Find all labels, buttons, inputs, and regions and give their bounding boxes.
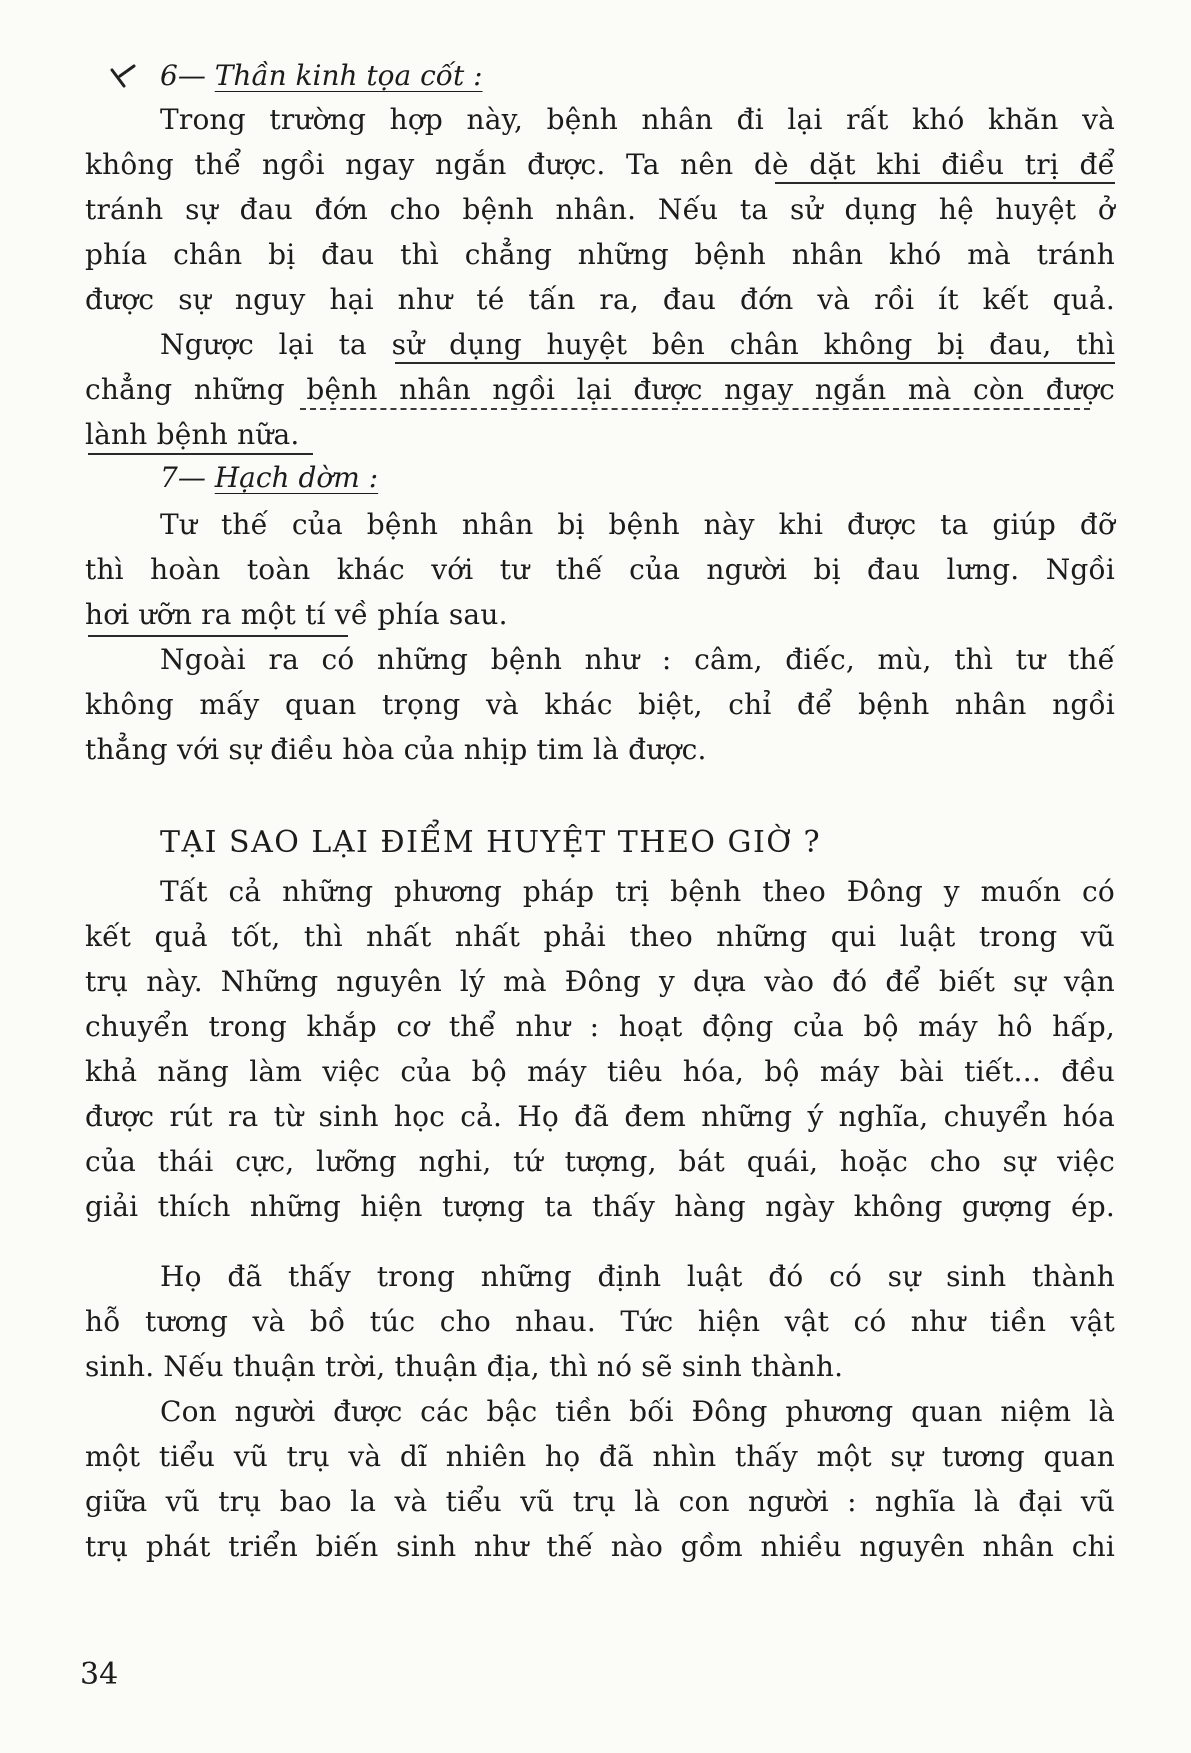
pen-underline xyxy=(300,408,1090,410)
paragraph-line: sinh. Nếu thuận trời, thuận địa, thì nó sẽ sinh thành. xyxy=(85,1350,844,1383)
paragraph-line: kết quả tốt, thì nhất nhất phải theo những qui luật trong vũ xyxy=(85,920,1115,953)
paragraph-line: lành bệnh nữa. xyxy=(85,418,300,451)
paragraph-line: hỗ tương và bồ túc cho nhau. Tức hiện vật có như tiền vật xyxy=(85,1305,1115,1338)
paragraph-line: không mấy quan trọng và khác biệt, chỉ để bệnh nhân ngồi xyxy=(85,688,1115,721)
section-6-title: Thần kinh tọa cốt : xyxy=(214,59,483,92)
section-6-heading xyxy=(160,56,483,96)
paragraph-line: của thái cực, lưỡng nghi, tứ tượng, bát quái, hoặc cho sự việc xyxy=(85,1145,1115,1178)
section-title: TẠI SAO LẠI ĐIỂM HUYỆT THEO GIỜ ? xyxy=(160,825,822,860)
paragraph-line: thì hoàn toàn khác với tư thế của người bị đau lưng. Ngồi xyxy=(85,553,1115,586)
paragraph-line: trụ này. Những nguyên lý mà Đông y dựa vào đó để biết sự vận xyxy=(85,965,1115,998)
paragraph-line: chuyển trong khắp cơ thể như : hoạt động của bộ máy hô hấp, xyxy=(85,1010,1115,1043)
paragraph-line: Tất cả những phương pháp trị bệnh theo Đông y muốn có xyxy=(160,875,1115,908)
pen-underline xyxy=(775,182,1115,184)
paragraph-line: Họ đã thấy trong những định luật đó có sự sinh thành xyxy=(160,1260,1115,1293)
paragraph-line: giữa vũ trụ bao la và tiểu vũ trụ là con người : nghĩa là đại vũ xyxy=(85,1485,1115,1518)
pen-underline xyxy=(88,453,313,455)
pen-underline xyxy=(395,362,1115,364)
paragraph-line: một tiểu vũ trụ và dĩ nhiên họ đã nhìn thấy một sự tương quan xyxy=(85,1440,1115,1473)
paragraph-line: hơi ưỡn ra một tí về phía sau. xyxy=(85,598,508,631)
section-6-number: 6— xyxy=(160,59,206,92)
page-number: 34 xyxy=(80,1657,119,1692)
paragraph-line: trụ phát triển biến sinh như thế nào gồm nhiều nguyên nhân chi xyxy=(85,1530,1115,1563)
paragraph-line: không thể ngồi ngay ngắn được. Ta nên dè dặt khi điều trị để xyxy=(85,148,1115,181)
paragraph-line: Ngoài ra có những bệnh như : câm, điếc, mù, thì tư thế xyxy=(160,643,1115,676)
paragraph-line: giải thích những hiện tượng ta thấy hàng ngày không gượng ép. xyxy=(85,1190,1115,1223)
paragraph-line: phía chân bị đau thì chẳng những bệnh nhân khó mà tránh xyxy=(85,238,1115,271)
section-7-number: 7— xyxy=(160,461,206,494)
paragraph-line: chẳng những bệnh nhân ngồi lại được ngay ngắn mà còn được xyxy=(85,373,1115,406)
paragraph-line: Trong trường hợp này, bệnh nhân đi lại rất khó khăn và xyxy=(160,103,1115,136)
paragraph-line: Con người được các bậc tiền bối Đông phương quan niệm là xyxy=(160,1395,1115,1428)
pen-underline xyxy=(88,635,348,637)
section-7-heading xyxy=(160,458,378,498)
paragraph-line: được rút ra từ sinh học cả. Họ đã đem những ý nghĩa, chuyển hóa xyxy=(85,1100,1115,1133)
paragraph-line: thẳng với sự điều hòa của nhịp tim là được. xyxy=(85,733,707,766)
paragraph-line: Ngược lại ta sử dụng huyệt bên chân không bị đau, thì xyxy=(160,328,1115,361)
paragraph-line: tránh sự đau đớn cho bệnh nhân. Nếu ta sử dụng hệ huyệt ở xyxy=(85,193,1115,226)
pen-check-mark xyxy=(110,62,150,92)
section-7-title: Hạch dờm : xyxy=(214,461,379,494)
paragraph-line: Tư thế của bệnh nhân bị bệnh này khi được ta giúp đỡ xyxy=(160,508,1115,541)
paragraph-line: được sự nguy hại như té tấn ra, đau đớn và rồi ít kết quả. xyxy=(85,283,1115,316)
paragraph-line: khả năng làm việc của bộ máy tiêu hóa, bộ máy bài tiết... đều xyxy=(85,1055,1115,1088)
